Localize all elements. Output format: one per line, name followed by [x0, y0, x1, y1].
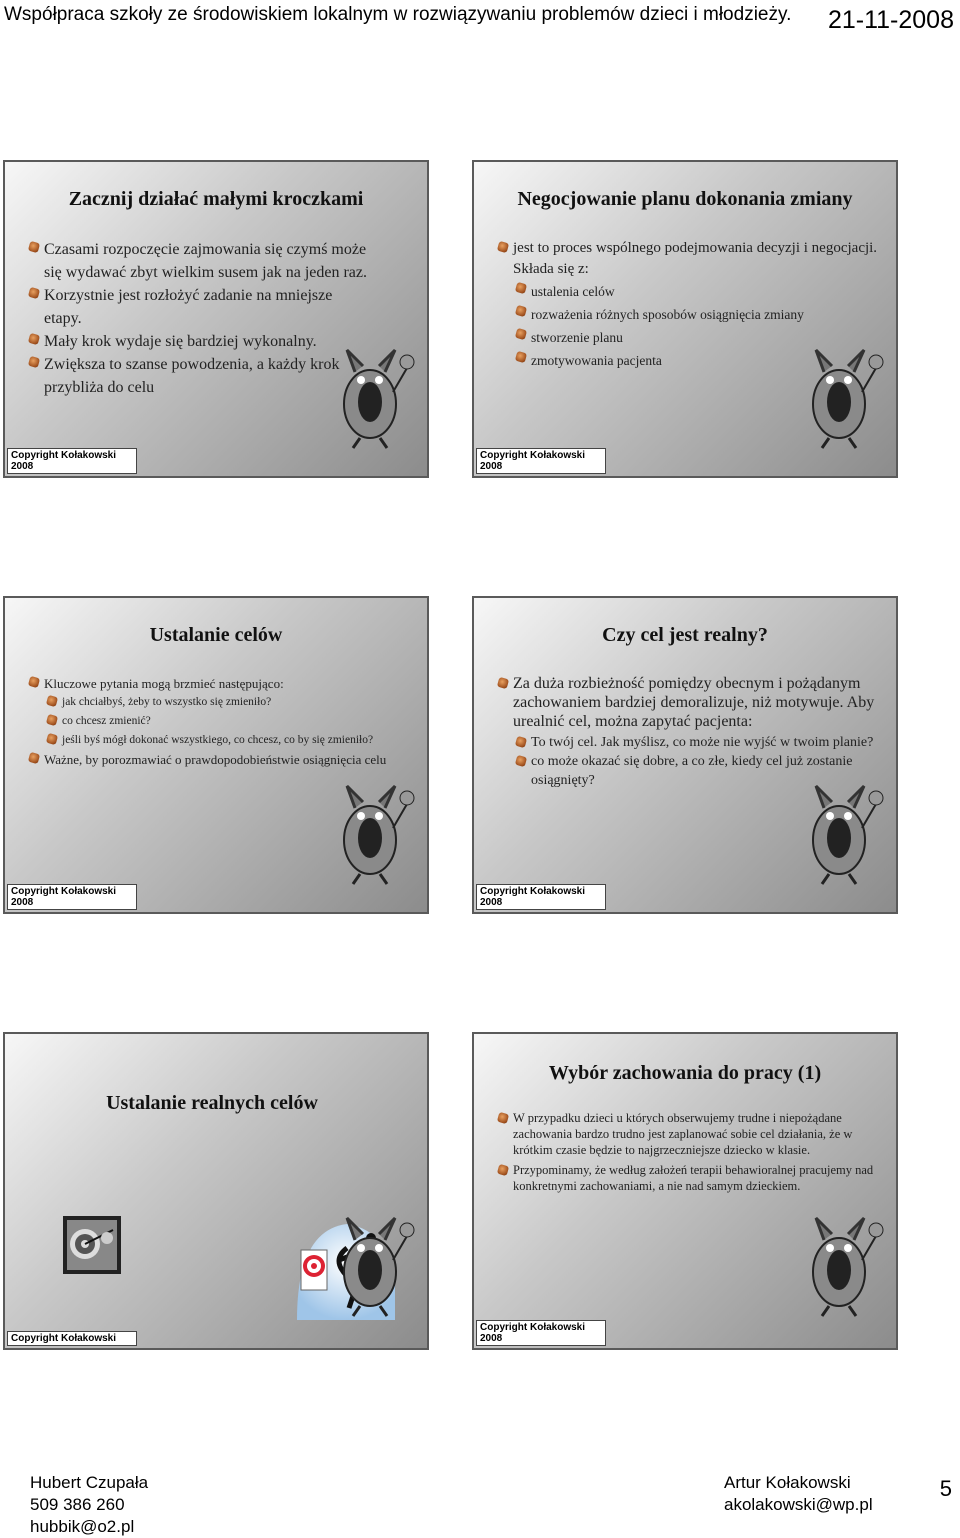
document-header-title: Współpraca szkoły ze środowiskiem lokalnym w rozwiązywaniu problemów dzieci i młodzieży. — [4, 4, 792, 25]
slide-title: Czy cel jest realny? — [602, 624, 768, 646]
copyright-label: Copyright Kołakowski 2008 — [476, 884, 606, 910]
sub-bullet-item: ustalenia celów — [516, 280, 883, 303]
slide-title: Zacznij działać małymi kroczkami — [68, 188, 364, 210]
devil-mascot-image — [325, 1210, 415, 1320]
sub-bullet-item: stworzenie planu — [516, 326, 883, 349]
copyright-label: Copyright Kołakowski 2008 — [7, 448, 137, 474]
slide-title: Wybór zachowania do pracy (1) — [548, 1062, 822, 1084]
devil-mascot-image — [794, 1210, 884, 1320]
author-name: Hubert Czupała — [30, 1473, 149, 1492]
footer-author-right — [724, 1472, 873, 1516]
bullet-item: Kluczowe pytania mogą brzmieć następująco: — [29, 674, 424, 693]
page-number: 5 — [939, 1476, 952, 1501]
bullet-item: Za duża rozbieżność pomiędzy obecnym i pożądanym zachowaniem bardziej demoralizuje, niż motywuje. Aby urealnić cel, można zapytać pacjenta: — [498, 674, 883, 731]
slide-title: Negocjowanie planu dokonania zmiany — [517, 188, 853, 210]
devil-mascot-image — [325, 778, 415, 888]
slide-6 — [472, 1032, 898, 1350]
document-date: 21-11-2008 — [827, 6, 954, 34]
slide-2 — [472, 160, 898, 478]
slide-4 — [472, 596, 898, 914]
slide-title: Ustalanie realnych celów — [106, 1092, 318, 1114]
author-email: hubbik@o2.pl — [30, 1517, 135, 1536]
bullet-list — [29, 674, 424, 769]
sub-bullet-item: zmotywowania pacjenta — [516, 349, 883, 372]
author-email: akolakowski@wp.pl — [724, 1495, 873, 1514]
slide-5 — [3, 1032, 429, 1350]
copyright-label: Copyright Kołakowski 2008 — [476, 1320, 606, 1346]
sub-bullet-item: jak chciałbyś, żeby to wszystko się zmieniło? — [47, 693, 424, 712]
copyright-label: Copyright Kołakowski — [7, 1331, 137, 1346]
bullet-item: Przypominamy, że według założeń terapii behawioralnej pracujemy nad konkretnymi zachowaniami, a nie nad samym dzieckiem. — [498, 1162, 883, 1194]
bullet-list — [29, 238, 369, 399]
devil-mascot-image — [794, 778, 884, 888]
bullet-item: jest to proces wspólnego podejmowania decyzji i negocjacji. Składa się z: — [498, 238, 883, 280]
bullet-item: Korzystnie jest rozłożyć zadanie na mniejsze etapy. — [29, 284, 369, 330]
bullet-item: Mały krok wydaje się bardziej wykonalny. — [29, 330, 369, 353]
footer-author-left — [30, 1472, 148, 1538]
bullet-item: Ważne, by porozmawiać o prawdopodobieństwie osiągnięcia celu — [29, 750, 424, 769]
devil-mascot-image — [325, 342, 415, 452]
bullet-item: Zwiększa to szanse powodzenia, a każdy krok przybliża do celu — [29, 353, 369, 399]
target-icon — [63, 1216, 121, 1274]
devil-mascot-image — [794, 342, 884, 452]
sub-bullet-item: rozważenia różnych sposobów osiągnięcia zmiany — [516, 303, 883, 326]
bullet-list — [498, 674, 883, 790]
sub-bullet-item: co chcesz zmienić? — [47, 712, 424, 731]
sub-bullet-item: jeśli byś mógł dokonać wszystkiego, co chcesz, co by się zmieniło? — [47, 731, 424, 750]
sub-bullet-item: To twój cel. Jak myślisz, co może nie wyjść w twoim planie? — [516, 733, 883, 752]
slide-1 — [3, 160, 429, 478]
bullet-item: Czasami rozpoczęcie zajmowania się czymś może się wydawać zbyt wielkim susem jak na jeden raz. — [29, 238, 369, 284]
bullet-item: W przypadku dzieci u których obserwujemy trudne i niepożądane zachowania bardzo trudno jest zaplanować sobie cel działania, że w krótkim czasie będzie to najgrzeczniejsze dziecko w klasie. — [498, 1110, 883, 1158]
sub-bullet-item: co może okazać się dobre, a co złe, kiedy cel już zostanie osiągnięty? — [516, 752, 883, 790]
slide-title: Ustalanie celów — [149, 624, 283, 646]
author-phone: 509 386 260 — [30, 1495, 125, 1514]
copyright-label: Copyright Kołakowski 2008 — [476, 448, 606, 474]
copyright-label: Copyright Kołakowski 2008 — [7, 884, 137, 910]
author-name: Artur Kołakowski — [724, 1473, 851, 1492]
slide-3 — [3, 596, 429, 914]
bullet-list — [498, 1110, 883, 1194]
